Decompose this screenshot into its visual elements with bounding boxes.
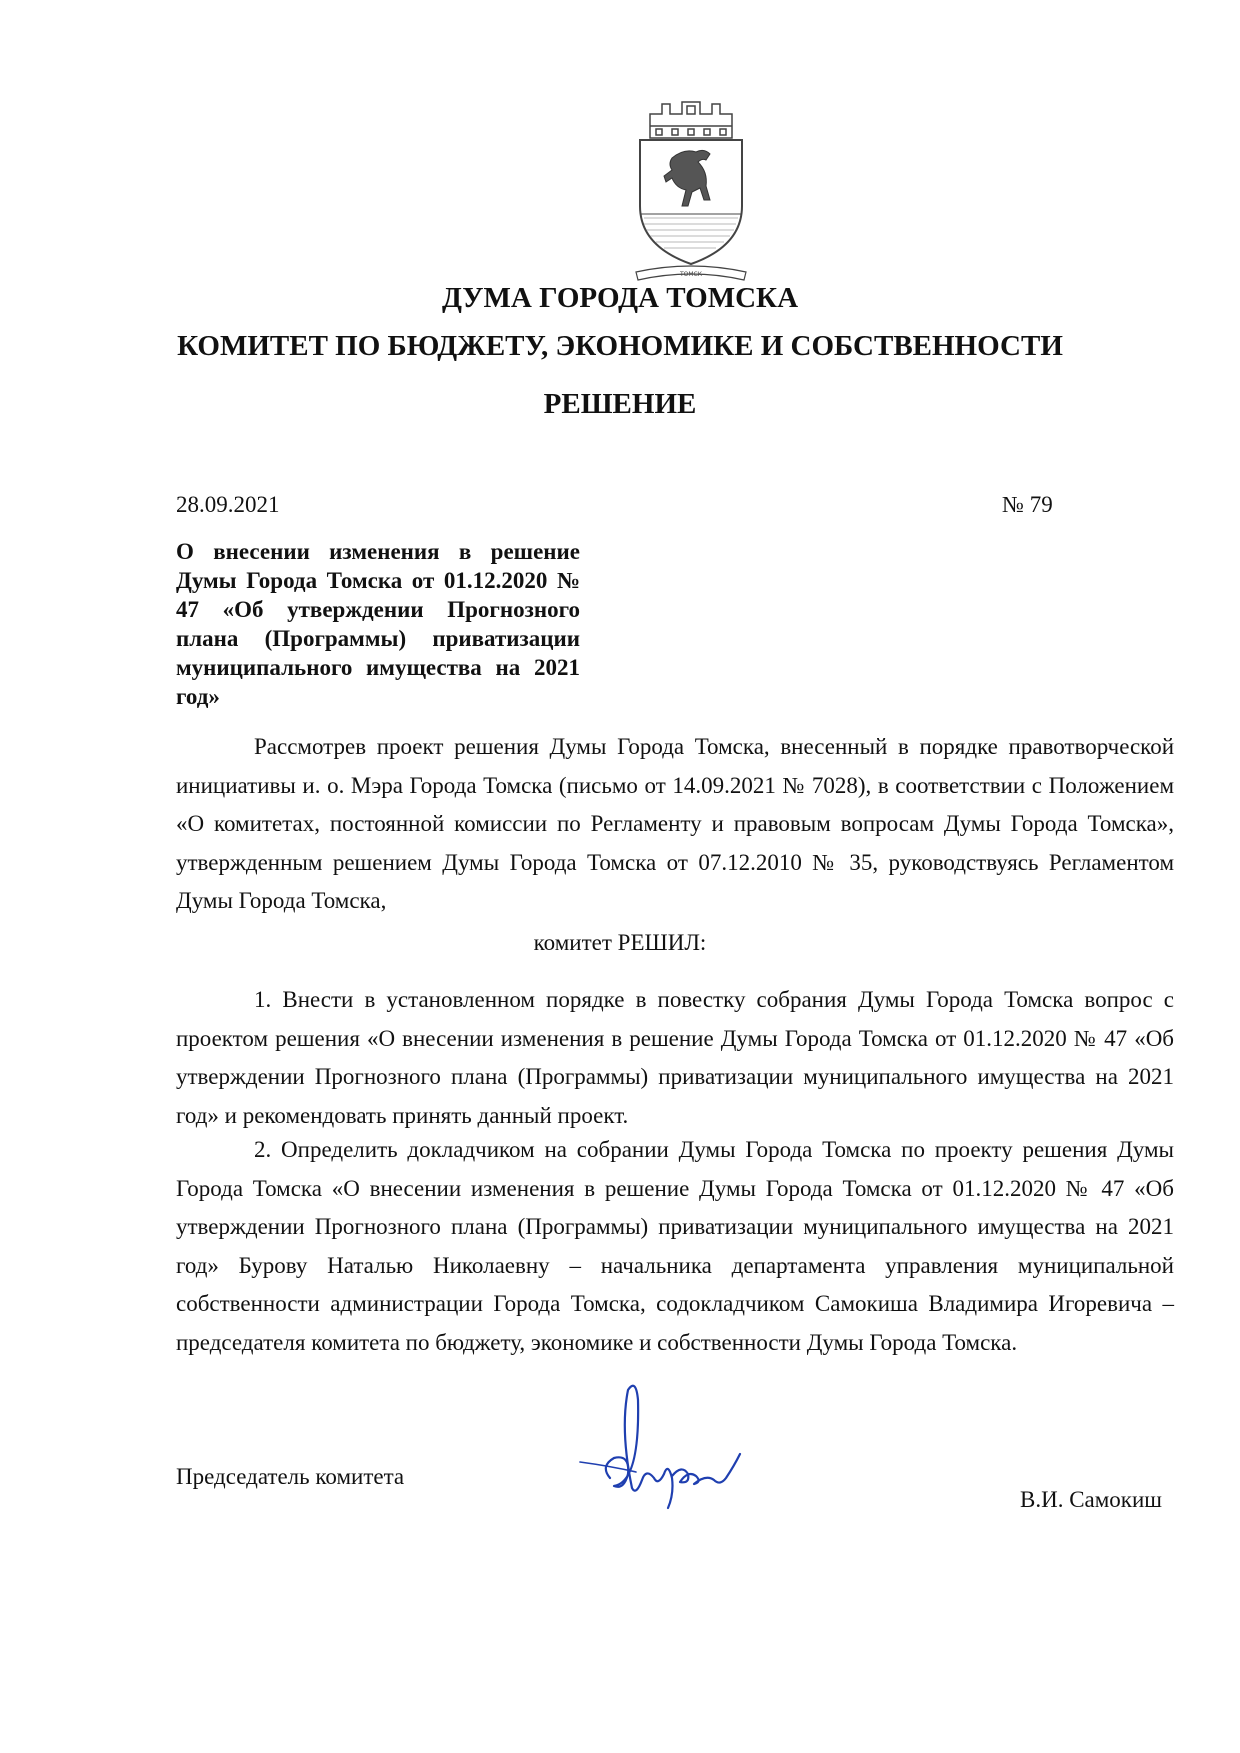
committee-title: КОМИТЕТ ПО БЮДЖЕТУ, ЭКОНОМИКЕ И СОБСТВЕННОСТИ	[177, 330, 1063, 362]
decision-number: № 79	[1002, 492, 1053, 517]
signatory-role: Председатель комитета	[176, 1464, 405, 1489]
resolved-heading: комитет РЕШИЛ:	[533, 930, 707, 955]
document-type: РЕШЕНИЕ	[543, 388, 697, 420]
svg-text:ТОМСК: ТОМСК	[679, 271, 703, 278]
coat-of-arms-icon	[632, 96, 750, 282]
resolution-item-2: 2. Определить докладчиком на собрании Думы Города Томска по проекту решения Думы Города Томска «О внесении изменения в решение Думы Города Томска от 01.12.2020 № 47 «Об утверждении Прогнозного плана (Программы) приватизации муниципального имущества на 2021 год» Бурову Наталью Николаевну – начальника департамента управления муниципальной собственности администрации Города Томска, содокладчиком Самокиша Владимира Игоревича – председателя комитета по бюджету, экономике и собственности Думы Города Томска.	[176, 1137, 1174, 1355]
handwritten-signature-icon	[570, 1370, 760, 1520]
decision-date: 28.09.2021	[176, 492, 280, 517]
signatory-name: В.И. Самокиш	[1020, 1487, 1162, 1512]
organization-title: ДУМА ГОРОДА ТОМСКА	[441, 282, 799, 314]
preamble-paragraph: Рассмотрев проект решения Думы Города Томска, внесенный в порядке правотворческой инициативы и. о. Мэра Города Томска (письмо от 14.09.2021 № 7028), в соответствии с Положением «О комитетах, постоянной комиссии по Регламенту и правовым вопросам Думы Города Томска», утвержденным решением Думы Города Томска от 07.12.2010 № 35, руководствуясь Регламентом Думы Города Томска,	[176, 734, 1174, 913]
resolution-item-1: 1. Внести в установленном порядке в повестку собрания Думы Города Томска вопрос с проектом решения «О внесении изменения в решение Думы Города Томска от 01.12.2020 № 47 «Об утверждении Прогнозного плана (Программы) приватизации муниципального имущества на 2021 год» и рекомендовать принять данный проект.	[176, 987, 1174, 1128]
decision-subject: О внесении изменения в решение Думы Города Томска от 01.12.2020 № 47 «Об утверждении Прогнозного плана (Программы) приватизации муниципального имущества на 2021 год»	[176, 539, 580, 709]
